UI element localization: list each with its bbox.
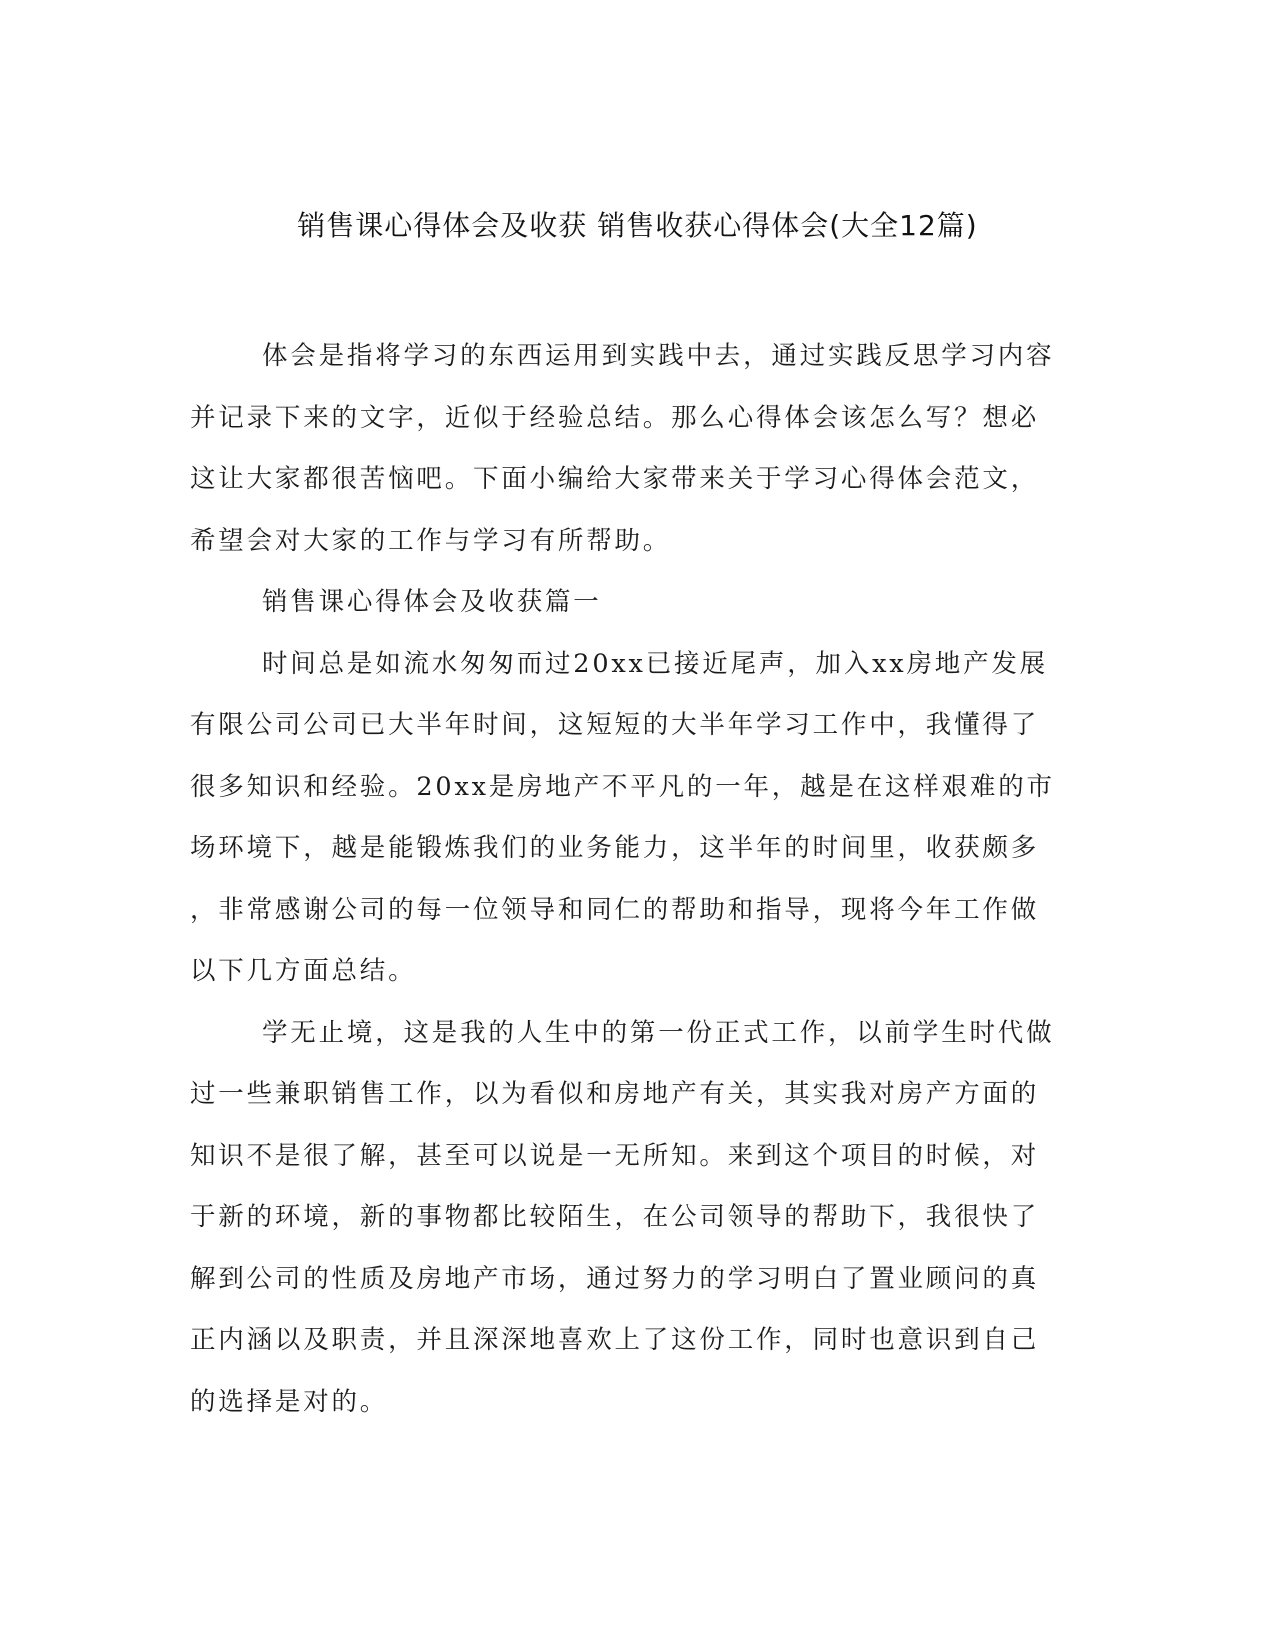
paragraph-line: 学无止境，这是我的人生中的第一份正式工作，以前学生时代做 bbox=[262, 1017, 1055, 1048]
paragraph-line: 销售课心得体会及收获篇一 bbox=[262, 587, 602, 617]
paragraph-line: 解到公司的性质及房地产市场，通过努力的学习明白了置业顾问的真 bbox=[190, 1263, 1040, 1294]
paragraph-line: 的选择是对的。 bbox=[190, 1386, 389, 1417]
paragraph-line: 这让大家都很苦恼吧。下面小编给大家带来关于学习心得体会范文， bbox=[190, 464, 1040, 494]
paragraph-line: 并记录下来的文字，近似于经验总结。那么心得体会该怎么写？想必 bbox=[190, 402, 1040, 433]
paragraph-line: 体会是指将学习的东西运用到实践中去，通过实践反思学习内容 bbox=[262, 341, 1055, 371]
paragraph-line: 正内涵以及职责，并且深深地喜欢上了这份工作，同时也意识到自己 bbox=[190, 1325, 1040, 1355]
paragraph-line: 于新的环境，新的事物都比较陌生，在公司领导的帮助下，我很快了 bbox=[190, 1202, 1040, 1232]
paragraph-line: ，非常感谢公司的每一位领导和同仁的帮助和指导，现将今年工作做 bbox=[190, 894, 1040, 925]
paragraph-line: 过一些兼职销售工作，以为看似和房地产有关，其实我对房产方面的 bbox=[190, 1079, 1040, 1109]
paragraph-line: 场环境下，越是能锻炼我们的业务能力，这半年的时间里，收获颇多 bbox=[190, 833, 1040, 863]
paragraph-line: 很多知识和经验。20xx是房地产不平凡的一年，越是在这样艰难的市 bbox=[190, 771, 1055, 802]
paragraph-line: 以下几方面总结。 bbox=[190, 956, 417, 986]
paragraph-line: 希望会对大家的工作与学习有所帮助。 bbox=[190, 525, 672, 556]
paragraph-line: 知识不是很了解，甚至可以说是一无所知。来到这个项目的时候，对 bbox=[190, 1140, 1040, 1171]
document-body bbox=[190, 334, 1070, 1441]
document-title: 销售课心得体会及收获 销售收获心得体会(大全12篇) bbox=[297, 209, 978, 242]
paragraph-line: 有限公司公司已大半年时间，这短短的大半年学习工作中，我懂得了 bbox=[190, 710, 1040, 740]
paragraph-line: 时间总是如流水匆匆而过20xx已接近尾声，加入xx房地产发展 bbox=[262, 648, 1048, 679]
